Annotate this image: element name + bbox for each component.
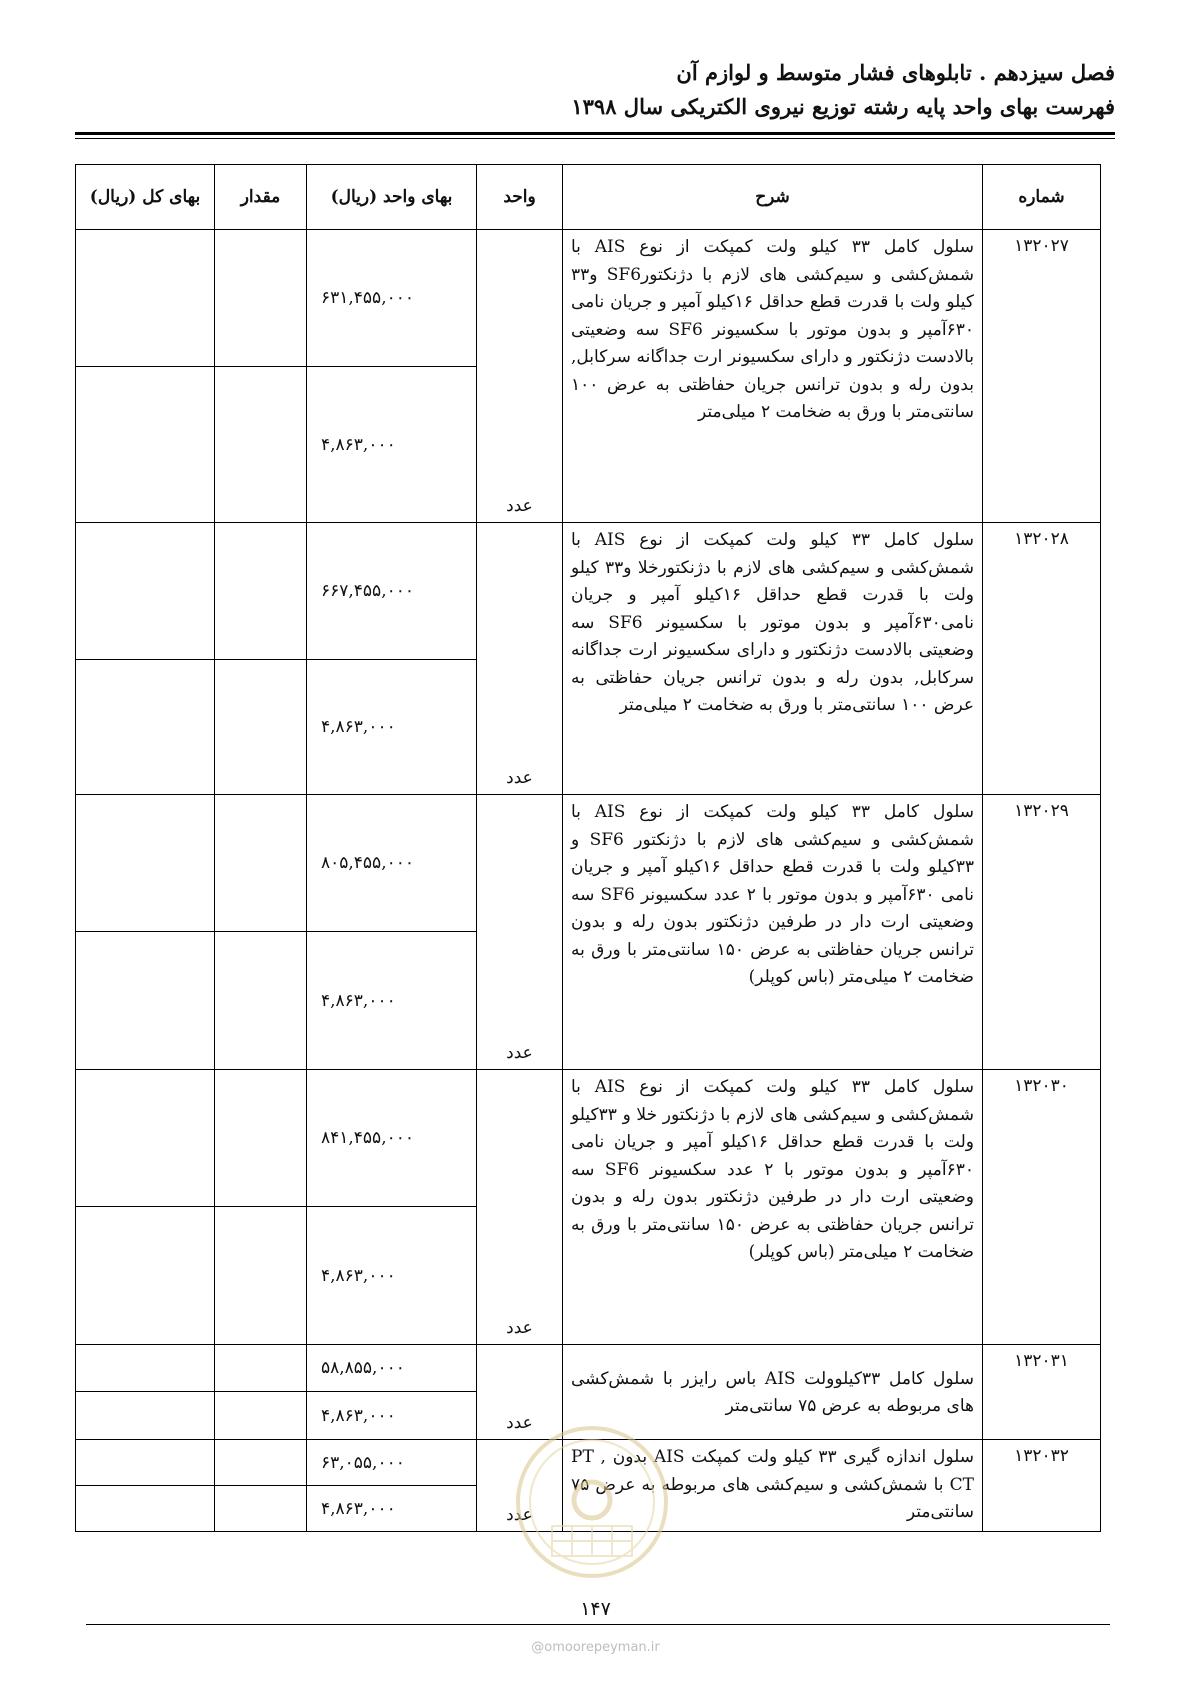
item-unit-price-extra: ۴,۸۶۳,۰۰۰ (307, 367, 477, 523)
table-row (76, 1345, 1101, 1392)
item-unit: عدد (477, 795, 563, 1070)
item-quantity (215, 660, 307, 795)
col-number-header: شماره (983, 165, 1101, 230)
col-quantity-header: مقدار (215, 165, 307, 230)
item-code: ۱۳۲۰۳۲ (983, 1440, 1101, 1532)
item-unit: عدد (477, 230, 563, 523)
item-unit-price: ۶۳,۰۵۵,۰۰۰ (307, 1440, 477, 1486)
item-code: ۱۳۲۰۲۸ (983, 523, 1101, 795)
item-total-price (76, 1070, 215, 1207)
item-unit-price: ۶۳۱,۴۵۵,۰۰۰ (307, 230, 477, 367)
item-total-price (76, 1392, 215, 1440)
table-row (76, 230, 1101, 367)
item-description: سلول کامل ۳۳ کیلو ولت کمپکت از نوع AIS با شمش‌کشی و سیم‌کشی های لازم با دژنکتور خلا و ۳۳کیلو ولت با قدرت قطع حداقل ۱۶کیلو آمپر و جریان نامی ۶۳۰آمپر و بدون موتور با ۲ عدد سکسیونر SF6 سه وضعیتی ارت دار در طرفین دژنکتور بدون رله و بدون ترانس جریان حفاظتی به عرض ۱۵۰ سانتی‌متر با ورق به ضخامت ۲ میلی‌متر (باس کوپلر) (563, 1070, 983, 1345)
col-unit-price-header: بهای واحد (ریال) (307, 165, 477, 230)
item-description: سلول کامل ۳۳ کیلو ولت کمپکت از نوع AIS با شمش‌کشی و سیم‌کشی های لازم با دژنکتور SF6 و ۳۳کیلو ولت با قدرت قطع حداقل ۱۶کیلو آمپر و جریان نامی ۶۳۰آمپر و بدون موتور با ۲ عدد سکسیونر SF6 سه وضعیتی ارت دار در طرفین دژنکتور بدون رله و بدون ترانس جریان حفاظتی به عرض ۱۵۰ سانتی‌متر با ورق به ضخامت ۲ میلی‌متر (باس کوپلر) (563, 795, 983, 1070)
col-total-price-header: بهای کل (ریال) (76, 165, 215, 230)
item-total-price (76, 932, 215, 1070)
item-total-price (76, 660, 215, 795)
catalog-title: فهرست بهای واحد پایه رشته توزیع نیروی الکتریکی سال ۱۳۹۸ (571, 94, 1115, 119)
item-total-price (76, 230, 215, 367)
item-code: ۱۳۲۰۳۱ (983, 1345, 1101, 1440)
item-unit: عدد (477, 1345, 563, 1440)
item-unit-price: ۶۶۷,۴۵۵,۰۰۰ (307, 523, 477, 660)
header-rule-thick (75, 132, 1115, 135)
item-total-price (76, 1207, 215, 1345)
price-table (75, 164, 1101, 1532)
item-quantity (215, 230, 307, 367)
item-unit-price-extra: ۴,۸۶۳,۰۰۰ (307, 660, 477, 795)
chapter-title: فصل سیزدهم . تابلوهای فشار متوسط و لوازم آن (676, 60, 1115, 85)
col-unit-header: واحد (477, 165, 563, 230)
item-total-price (76, 1440, 215, 1486)
item-unit: عدد (477, 1440, 563, 1532)
item-unit: عدد (477, 1070, 563, 1345)
table-row (76, 795, 1101, 932)
table-row (76, 523, 1101, 660)
item-total-price (76, 523, 215, 660)
item-total-price (76, 1486, 215, 1532)
item-unit-price-extra: ۴,۸۶۳,۰۰۰ (307, 1207, 477, 1345)
table-header-row (76, 165, 1101, 230)
page-number: ۱۴۷ (580, 1598, 611, 1620)
page-header (75, 56, 1115, 124)
item-unit-price: ۸۰۵,۴۵۵,۰۰۰ (307, 795, 477, 932)
item-quantity (215, 1486, 307, 1532)
item-unit-price-extra: ۴,۸۶۳,۰۰۰ (307, 1486, 477, 1532)
item-unit-price: ۸۴۱,۴۵۵,۰۰۰ (307, 1070, 477, 1207)
item-quantity (215, 1392, 307, 1440)
item-quantity (215, 795, 307, 932)
item-code: ۱۳۲۰۲۷ (983, 230, 1101, 523)
col-description-header: شرح (563, 165, 983, 230)
item-unit-price-extra: ۴,۸۶۳,۰۰۰ (307, 932, 477, 1070)
header-rule-thin (75, 138, 1115, 139)
item-quantity (215, 1207, 307, 1345)
item-total-price (76, 1345, 215, 1392)
item-unit-price: ۵۸,۸۵۵,۰۰۰ (307, 1345, 477, 1392)
item-total-price (76, 367, 215, 523)
watermark-site: @omoorepeyman.ir (531, 1640, 660, 1655)
item-quantity (215, 1345, 307, 1392)
item-description: سلول کامل ۳۳ کیلو ولت کمپکت از نوع AIS با شمش‌کشی و سیم‌کشی های لازم با دژنکتورSF6 و۳۳ کیلو ولت با قدرت قطع حداقل ۱۶کیلو آمپر و جریان نامی ۶۳۰آمپر و بدون موتور با سکسیونر SF6 سه وضعیتی بالادست دژنکتور و دارای سکسیونر ارت جداگانه سرکابل, بدون رله و بدون ترانس جریان حفاظتی به عرض ۱۰۰ سانتی‌متر با ورق به ضخامت ۲ میلی‌متر (563, 230, 983, 523)
item-quantity (215, 932, 307, 1070)
item-quantity (215, 523, 307, 660)
table-row (76, 1070, 1101, 1207)
item-quantity (215, 1070, 307, 1207)
item-description: سلول کامل ۳۳کیلوولت AIS باس رایزر با شمش‌کشی های مربوطه به عرض ۷۵ سانتی‌متر (563, 1345, 983, 1440)
footer-rule (86, 1624, 1110, 1625)
item-description: سلول اندازه گیری ۳۳ کیلو ولت کمپکت AIS بدون PT , CT با شمش‌کشی و سیم‌کشی های مربوطه به عرض ۷۵ سانتی‌متر (563, 1440, 983, 1532)
item-unit-price-extra: ۴,۸۶۳,۰۰۰ (307, 1392, 477, 1440)
watermark-seal-icon (512, 1422, 672, 1582)
item-description: سلول کامل ۳۳ کیلو ولت کمپکت از نوع AIS با شمش‌کشی و سیم‌کشی های لازم با دژنکتورخلا و۳۳ کیلو ولت با قدرت قطع حداقل ۱۶کیلو آمپر و جریان نامی۶۳۰آمپر و بدون موتور با سکسیونر SF6 سه وضعیتی بالادست دژنکتور و دارای سکسیونر ارت جداگانه سرکابل, بدون رله و بدون ترانس جریان حفاظتی به عرض ۱۰۰ سانتی‌متر با ورق به ضخامت ۲ میلی‌متر (563, 523, 983, 795)
item-quantity (215, 1440, 307, 1486)
item-code: ۱۳۲۰۳۰ (983, 1070, 1101, 1345)
item-unit: عدد (477, 523, 563, 795)
item-quantity (215, 367, 307, 523)
item-total-price (76, 795, 215, 932)
item-code: ۱۳۲۰۲۹ (983, 795, 1101, 1070)
